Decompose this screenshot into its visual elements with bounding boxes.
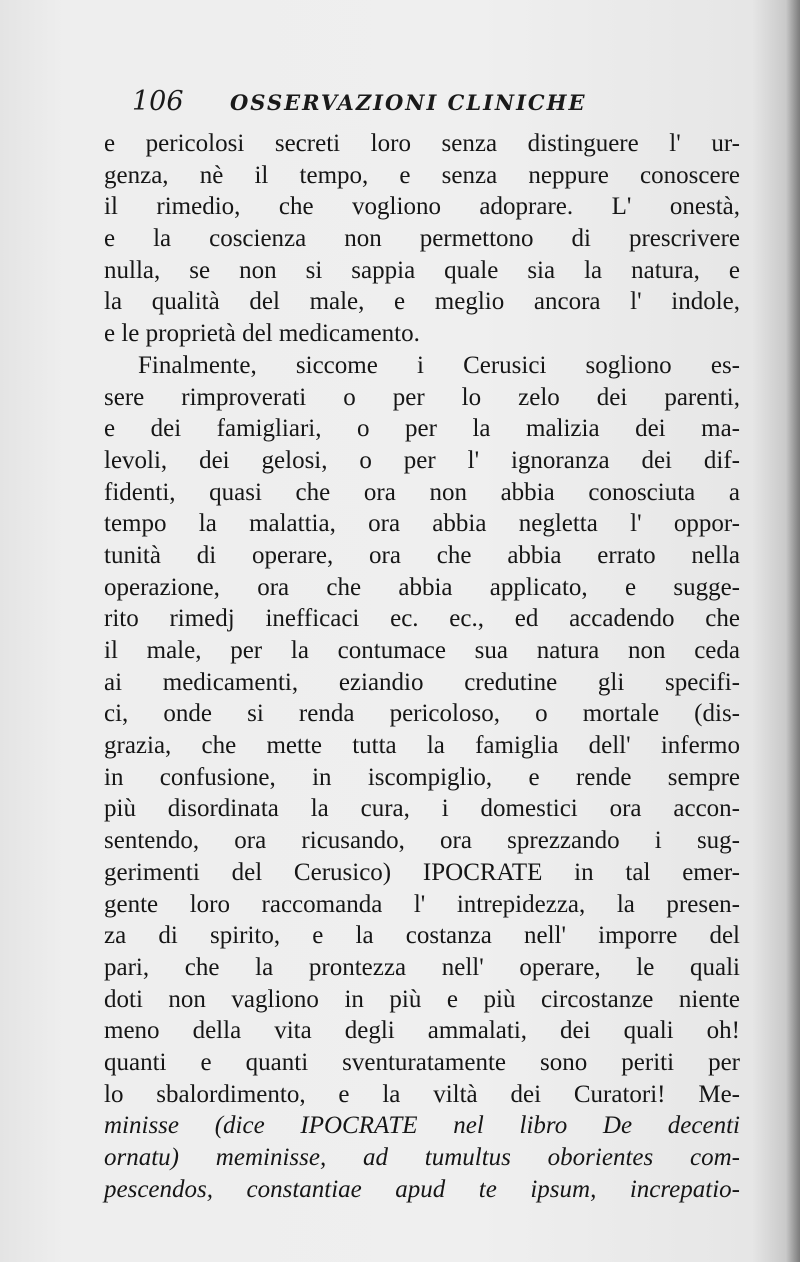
text-line: grazia, che mette tutta la famiglia dell' infermo (104, 732, 740, 760)
text-line: tunità di operare, ora che abbia errato nella (104, 541, 740, 569)
text-line: sere rimproverati o per lo zelo dei parenti, (104, 383, 740, 411)
text-line: e la coscienza non permettono di prescrivere (104, 225, 740, 253)
text-line: e dei famigliari, o per la malizia dei ma- (104, 415, 740, 443)
text-line: rito rimedj inefficaci ec. ec., ed accadendo che (104, 605, 740, 633)
text-line: quanti e quanti sventuratamente sono periti per (104, 1048, 740, 1076)
text-line: sentendo, ora ricusando, ora sprezzando i sug- (104, 827, 740, 855)
text-line: la qualità del male, e meglio ancora l' indole, (104, 288, 740, 316)
text-line: gente loro raccomanda l' intrepidezza, la presen- (104, 890, 740, 918)
text-line: za di spirito, e la costanza nell' imporre del (104, 922, 740, 950)
text-line: il rimedio, che vogliono adoprare. L' onestà, (104, 193, 740, 221)
body-text (104, 128, 740, 1205)
text-line: ornatu) meminisse, ad tumultus oborientes com- (104, 1144, 740, 1171)
text-line: meno della vita degli ammalati, dei quali oh! (104, 1017, 740, 1045)
text-line: genza, nè il tempo, e senza neppure conoscere (104, 161, 740, 189)
page-header (132, 86, 652, 122)
text-line: il male, per la contumace sua natura non ceda (104, 637, 740, 664)
text-line: tempo la malattia, ora abbia negletta l' oppor- (104, 510, 740, 538)
text-line: doti non vagliono in più e più circostanze niente (104, 985, 740, 1013)
text-line: lo sbalordimento, e la viltà dei Curatori! Me- (104, 1080, 740, 1108)
text-line: fidenti, quasi che ora non abbia conosciuta a (104, 478, 740, 506)
text-line: operazione, ora che abbia applicato, e sugge- (104, 573, 740, 601)
text-line: e le proprietà del medicamento. (104, 320, 420, 348)
running-head: OSSERVAZIONI CLINICHE (230, 90, 587, 115)
text-line: pari, che la prontezza nell' operare, le quali (104, 953, 740, 981)
text-line: levoli, dei gelosi, o per l' ignoranza dei dif- (104, 446, 740, 474)
text-line: e pericolosi secreti loro senza distinguere l' ur- (104, 130, 740, 157)
text-line: minisse (dice IPOCRATE nel libro De decenti (104, 1112, 740, 1140)
text-line: gerimenti del Cerusico) IPOCRATE in tal emer- (104, 858, 740, 886)
page-edge-shadow (786, 0, 800, 1262)
text-line: più disordinata la cura, i domestici ora accon- (104, 795, 740, 823)
text-line: Finalmente, siccome i Cerusici sogliono es- (138, 351, 740, 379)
text-line: in confusione, in iscompiglio, e rende sempre (104, 763, 740, 791)
page-number: 106 (132, 86, 184, 117)
text-line: pescendos, constantiae apud te ipsum, increpatio- (104, 1175, 740, 1203)
text-line: ci, onde si renda pericoloso, o mortale (dis- (104, 700, 740, 728)
text-line: nulla, se non si sappia quale sia la natura, e (104, 256, 740, 284)
text-line: ai medicamenti, eziandio credutine gli specifi- (104, 668, 740, 696)
